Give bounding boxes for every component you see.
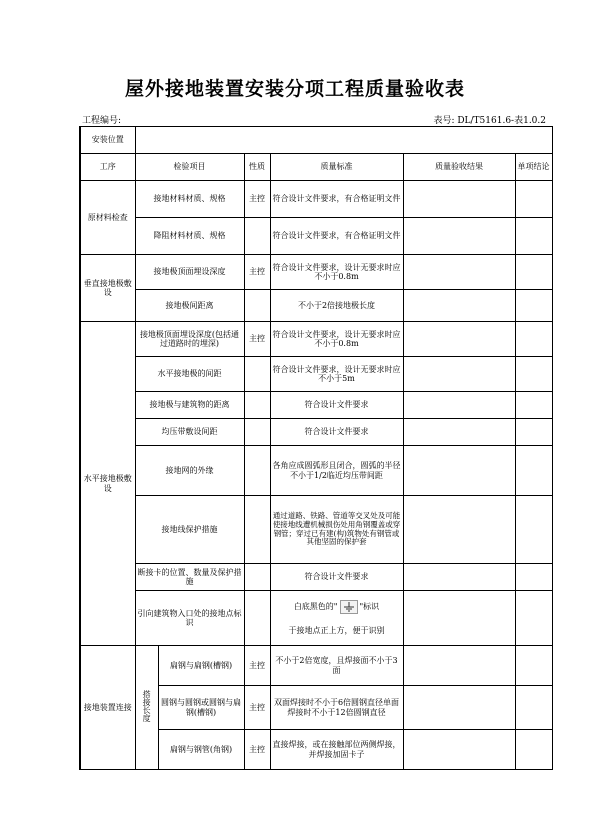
standard-text-c: 于接地点正上方，便于识别 <box>288 626 385 636</box>
conclusion-cell[interactable] <box>515 730 552 770</box>
result-cell[interactable] <box>403 392 515 419</box>
standard-cell: 符合设计文件要求 <box>270 392 403 419</box>
item-cell: 断接卡的位置、数量及保护措施 <box>135 564 244 591</box>
standard-cell: 双面焊接时不小于6倍圆钢直径单面焊接时不小于12倍圆钢直径 <box>270 686 403 730</box>
item-cell: 接地极间距离 <box>135 290 244 322</box>
standard-cell: 符合设计文件要求，设计无要求时应不小于0.8m <box>270 255 403 290</box>
inspection-table <box>79 126 553 770</box>
nature-cell: 主控 <box>244 181 270 218</box>
standard-cell: 符合设计文件要求，设计无要求时应不小于5m <box>270 357 403 392</box>
result-cell[interactable] <box>403 564 515 591</box>
form-title: 屋外接地装置安装分项工程质量验收表 <box>124 78 465 100</box>
item-cell: 引向建筑物入口处的接地点标识 <box>135 591 244 646</box>
install-location-value[interactable] <box>135 127 552 154</box>
header-standard: 质量标准 <box>270 154 403 181</box>
result-cell[interactable] <box>403 591 515 646</box>
nature-cell: 主控 <box>244 686 270 730</box>
nature-cell: 主控 <box>244 730 270 770</box>
nature-cell: 主控 <box>244 322 270 357</box>
nature-cell <box>244 591 270 646</box>
result-cell[interactable] <box>403 446 515 496</box>
header-result: 质量验收结果 <box>403 154 515 181</box>
conclusion-cell[interactable] <box>515 181 552 218</box>
result-cell[interactable] <box>403 181 515 218</box>
standard-cell: 符合设计文件要求 <box>270 564 403 591</box>
result-cell[interactable] <box>403 686 515 730</box>
conclusion-cell[interactable] <box>515 357 552 392</box>
conclusion-cell[interactable] <box>515 646 552 686</box>
header-process: 工序 <box>80 154 135 181</box>
ground-symbol-icon <box>340 600 358 614</box>
standard-cell: 符合设计文件要求，有合格证明文件 <box>270 181 403 218</box>
nature-cell <box>244 392 270 419</box>
standard-cell: 符合设计文件要求，有合格证明文件 <box>270 218 403 255</box>
item-cell: 接地材料材质、规格 <box>135 181 244 218</box>
nature-cell: 主控 <box>244 255 270 290</box>
result-cell[interactable] <box>403 218 515 255</box>
item-cell: 接地网的外缘 <box>135 446 244 496</box>
conclusion-cell[interactable] <box>515 564 552 591</box>
install-location-label: 安装位置 <box>80 127 135 154</box>
item-cell: 接地极顶面埋设深度(包括通过道路时的埋深) <box>135 322 244 357</box>
conclusion-cell[interactable] <box>515 392 552 419</box>
result-cell[interactable] <box>403 357 515 392</box>
nature-cell: 主控 <box>244 646 270 686</box>
form-number: 表号: DL/T5161.6-表1.0.2 <box>433 116 546 126</box>
nature-cell <box>244 564 270 591</box>
nature-cell <box>244 218 270 255</box>
item-cell: 降阻材料材质、规格 <box>135 218 244 255</box>
lap-length-label: 搭接长度 <box>142 690 152 723</box>
conclusion-cell[interactable] <box>515 591 552 646</box>
group-vertical: 垂直接地极敷设 <box>80 255 135 322</box>
conclusion-cell[interactable] <box>515 322 552 357</box>
item-cell: 接地极与建筑物的距离 <box>135 392 244 419</box>
nature-cell <box>244 496 270 564</box>
item-cell: 均压带敷设间距 <box>135 419 244 446</box>
nature-cell <box>244 446 270 496</box>
header-nature: 性质 <box>244 154 270 181</box>
result-cell[interactable] <box>403 419 515 446</box>
standard-cell: 直接焊接，或在接触部位两侧焊接，并焊接加固卡子 <box>270 730 403 770</box>
conclusion-cell[interactable] <box>515 218 552 255</box>
nature-cell <box>244 357 270 392</box>
result-cell[interactable] <box>403 496 515 564</box>
conclusion-cell[interactable] <box>515 496 552 564</box>
standard-text-a: 白底黑色的" <box>293 602 338 612</box>
standard-cell: 不小于2倍宽度，且焊接面不小于3面 <box>270 646 403 686</box>
result-cell[interactable] <box>403 322 515 357</box>
item-cell: 扁钢与扁钢(槽钢) <box>158 646 244 686</box>
header-conclusion: 单项结论 <box>515 154 552 181</box>
item-cell: 水平接地极的间距 <box>135 357 244 392</box>
item-cell: 圆钢与圆钢或圆钢与扁钢(槽钢) <box>158 686 244 730</box>
conclusion-cell[interactable] <box>515 255 552 290</box>
result-cell[interactable] <box>403 255 515 290</box>
group-lap-length <box>135 646 158 770</box>
item-cell: 接地极顶面埋设深度 <box>135 255 244 290</box>
result-cell[interactable] <box>403 290 515 322</box>
group-raw-material: 原材料检查 <box>80 181 135 255</box>
item-cell: 扁钢与钢管(角钢) <box>158 730 244 770</box>
conclusion-cell[interactable] <box>515 686 552 730</box>
conclusion-cell[interactable] <box>515 446 552 496</box>
standard-cell: 符合设计文件要求 <box>270 419 403 446</box>
standard-cell: 符合设计文件要求，设计无要求时应不小于0.8m <box>270 322 403 357</box>
project-no-label: 工程编号: <box>82 116 122 126</box>
standard-cell: 不小于2倍接地极长度 <box>270 290 403 322</box>
standard-cell: 通过道路、铁路、管道等交叉处及可能使接地线遭机械损伤处用角钢覆盖或穿钢管；穿过已有建(构)筑物处有钢管或其他坚固的保护套 <box>270 496 403 564</box>
standard-text-b: "标识 <box>359 602 380 612</box>
header-item: 检验项目 <box>135 154 244 181</box>
conclusion-cell[interactable] <box>515 290 552 322</box>
result-cell[interactable] <box>403 730 515 770</box>
result-cell[interactable] <box>403 646 515 686</box>
standard-cell: 各角应成圆弧形且闭合，圆弧的半径不小于1/2临近均压带间距 <box>270 446 403 496</box>
item-cell: 接地线保护措施 <box>135 496 244 564</box>
nature-cell <box>244 419 270 446</box>
conclusion-cell[interactable] <box>515 419 552 446</box>
standard-cell-ground-mark <box>270 591 403 646</box>
group-connection: 接地装置连接 <box>80 646 135 770</box>
group-horizontal: 水平接地极敷设 <box>80 322 135 646</box>
nature-cell <box>244 290 270 322</box>
